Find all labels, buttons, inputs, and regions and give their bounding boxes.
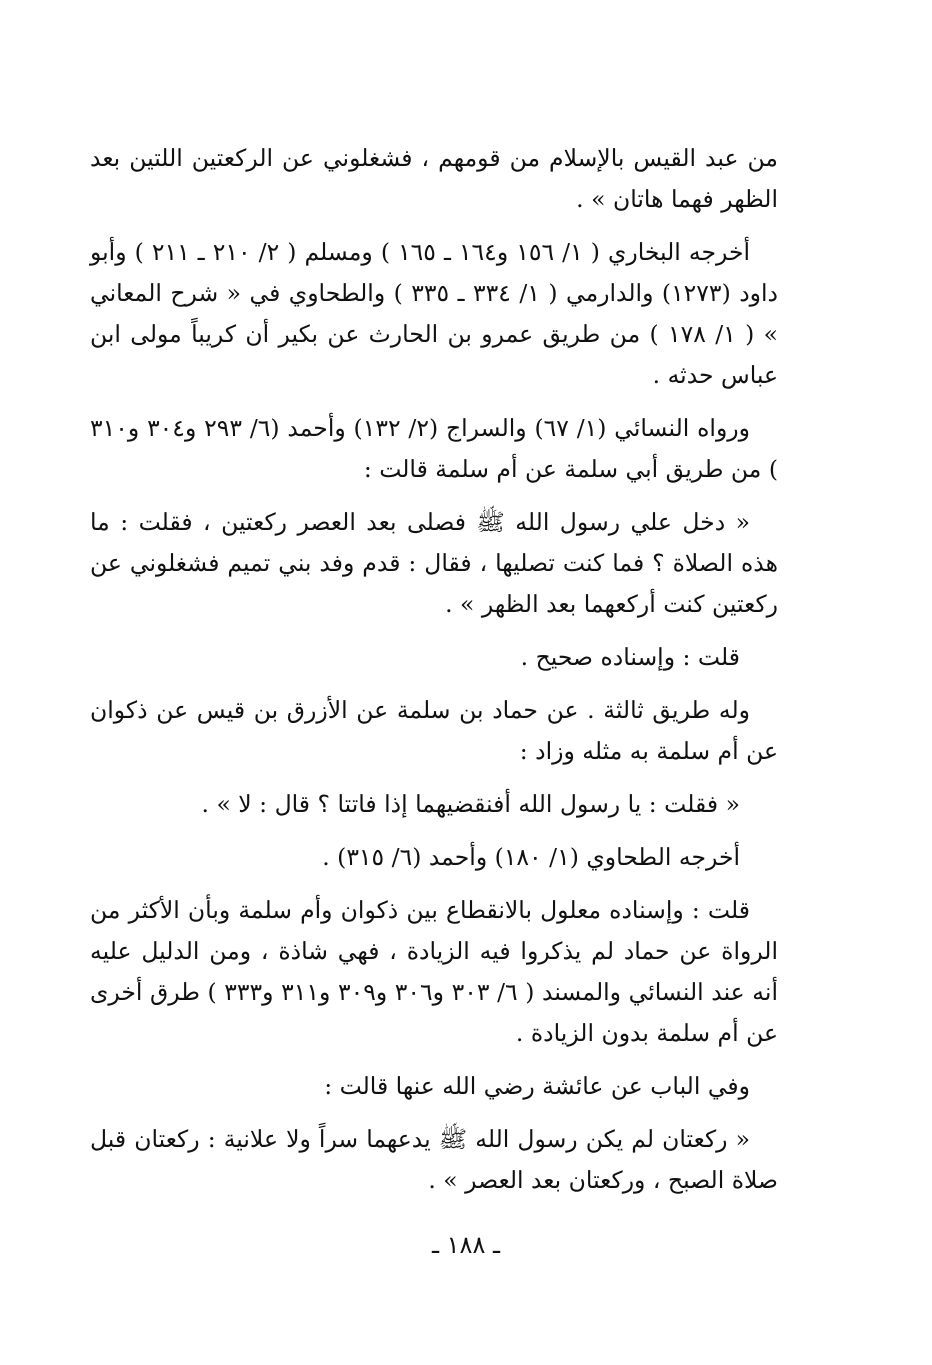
paragraph-addition-quote: « فقلت : يا رسول الله أفنقضيهما إذا فاتتا ؟ قال : لا » . [201,790,740,818]
paragraph-takhrij-bukhari: أخرجه البخاري ( ١/ ١٥٦ و١٦٤ ـ ١٦٥ ) ومسلم ( ٢/ ٢١٠ ـ ٢١١ ) وأبو داود (١٢٧٣) والدارمي ( ١/ ٣٣٤ ـ ٣٣٥ ) والطحاوي في « شرح المعاني » ( ١/ ١٧٨ ) من طريق عمرو بن الحارث عن بكير أن كريباً مولى ابن عباس حدثه . [90,238,779,389]
page-number: ـ ١٨٨ ـ [431,1231,500,1259]
paragraph-takhrij-tahawi: أخرجه الطحاوي (١/ ١٨٠) وأحمد (٦/ ٣١٥) . [322,843,740,871]
paragraph-defect-note: قلت : وإسناده معلول بالانقطاع بين ذكوان وأم سلمة وبأن الأكثر من الرواة عن حماد لم يذكروا فيه الزيادة ، فهي شاذة ، ومن الدليل عليه أنه عند النسائي والمسند ( ٦/ ٣٠٣ و٣٠٦ و٣٠٩ و٣١١ و٣٣٣ ) طرق أخرى عن أم سلمة بدون الزيادة . [90,896,778,1047]
paragraph-aisha-intro: وفي الباب عن عائشة رضي الله عنها قالت : [324,1072,750,1100]
paragraph-hadith-continuation: من عبد القيس بالإسلام من قومهم ، فشغلوني عن الركعتين اللتين بعد الظهر فهما هاتان » . [90,144,778,213]
paragraph-grading: قلت : وإسناده صحيح . [520,643,740,671]
paragraph-hadith-quote: « دخل علي رسول الله ﷺ فصلى بعد العصر ركعتين ، فقلت : ما هذه الصلاة ؟ فما كنت تصليها ، فقال : قدم وفد بني تميم فشغلوني عن ركعتين كنت أركعهما بعد الظهر » . [90,508,778,618]
paragraph-nasai-narration: ورواه النسائي (١/ ٦٧) والسراج (٢/ ١٣٢) وأحمد (٦/ ٢٩٣ و٣٠٤ و٣١٠ ) من طريق أبي سلمة عن أم سلمة قالت : [90,414,778,483]
page-body [90,138,778,1201]
paragraph-third-route: وله طريق ثالثة . عن حماد بن سلمة عن الأزرق بن قيس عن ذكوان عن أم سلمة به مثله وزاد : [90,696,778,765]
paragraph-aisha-quote: « ركعتان لم يكن رسول الله ﷺ يدعهما سراً ولا علانية : ركعتان قبل صلاة الصبح ، وركعتان بعد العصر » . [90,1125,778,1194]
